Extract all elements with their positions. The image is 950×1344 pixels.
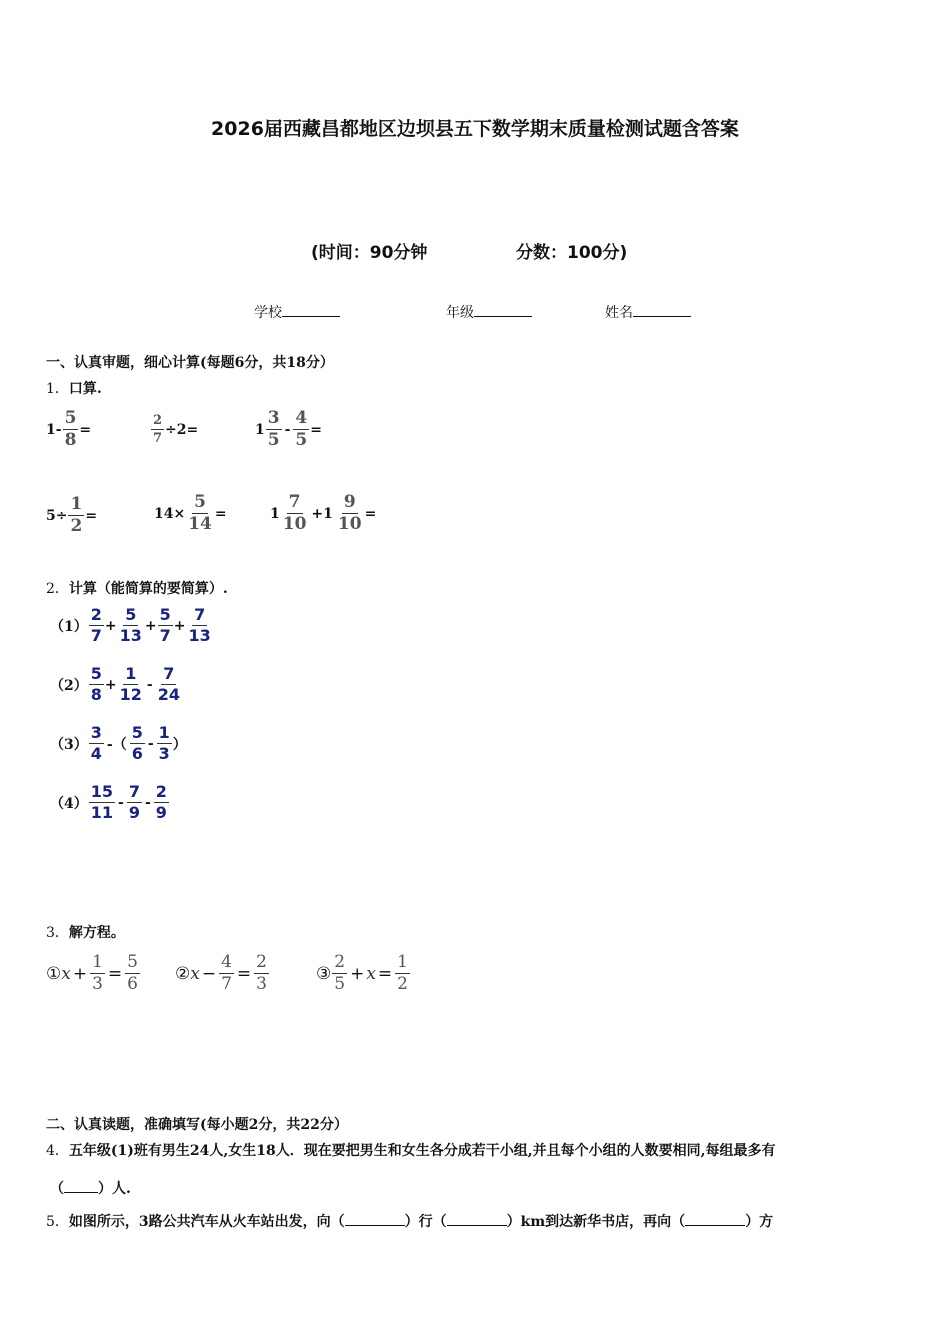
q1-item-3-prefix: 1	[255, 421, 265, 438]
grade-label: 年级	[446, 305, 474, 321]
exam-time: (时间：90分钟	[311, 243, 428, 263]
exam-score: 分数：100分)	[516, 243, 628, 263]
fraction: 3 4	[90, 723, 102, 763]
q1-item-1	[46, 410, 91, 449]
q1-item-6	[270, 494, 376, 533]
q1-item-4-suffix: =	[85, 507, 98, 524]
fraction: $\frac{1}{2}$	[70, 494, 83, 536]
q2-item-2-label: （2）	[50, 677, 88, 694]
fraction: 2 9	[155, 782, 167, 822]
q1-item-4	[46, 496, 97, 535]
q4-text: 五年级(1)班有男生24人,女生18人．现在要把男生和女生各分成若干小组,并且每个小组的人数要相同,每组最多有	[68, 1143, 776, 1159]
fraction: $\frac{1}{3}$	[92, 952, 103, 994]
fraction: 5 8	[90, 664, 102, 704]
fraction: 2 7	[90, 605, 102, 645]
fraction: 7 10	[282, 492, 307, 534]
fraction: $\frac{1}{12}$	[119, 664, 142, 704]
q5-distance-blank[interactable]	[447, 1211, 507, 1226]
q2-item-4-label: （4）	[50, 795, 88, 812]
q3-heading	[46, 922, 125, 942]
q1-item-4-prefix: 5÷	[46, 507, 68, 524]
q1-item-2	[150, 414, 198, 445]
q3-equation-2: ② x − $\frac{4}{7}$ = $\frac{2}{3}$	[175, 952, 267, 994]
q2-item-1-label: （1）	[50, 618, 88, 635]
q2-number: 2．	[46, 581, 69, 597]
fraction: 15 11	[90, 782, 114, 822]
q1-item-5-prefix: 14×	[154, 505, 186, 522]
q1-item-5	[154, 494, 227, 533]
q1-item-1-prefix: 1-	[46, 421, 62, 438]
q4-line-2: （ ）人.	[50, 1178, 131, 1198]
section1-heading: 一、认真审题，细心计算(每题6分，共18分）	[46, 355, 334, 371]
fraction: $\frac{9}{10}$	[337, 492, 362, 534]
q1-item-6-prefix: 1	[270, 505, 280, 522]
q1-item-1-suffix: =	[79, 421, 92, 438]
q5-direction-blank-1[interactable]	[345, 1211, 405, 1226]
document-title: 2026届西藏昌都地区边坝县五下数学期末质量检测试题含答案	[211, 118, 739, 140]
fraction: 1 3	[158, 723, 170, 763]
q1-item-3-op: -	[284, 421, 291, 438]
q1-number: 1．	[46, 381, 69, 397]
q4-answer-blank[interactable]	[64, 1178, 98, 1193]
section2-heading: 二、认真读题，准确填写(每小题2分，共22分）	[46, 1117, 348, 1133]
grade-field	[446, 302, 532, 322]
q1-title: 口算.	[68, 381, 102, 397]
q1-item-5-suffix: =	[214, 505, 227, 522]
school-label: 学校	[254, 305, 282, 321]
fraction: $\frac{2}{7}$	[153, 413, 163, 446]
fraction: 7 9	[128, 782, 140, 822]
q1-item-6-op: +1	[311, 505, 333, 522]
q2-item-3-label: （3）	[50, 736, 88, 753]
name-field	[605, 302, 691, 322]
q3-equation-3: ③ 2 5 + x = $\frac{1}{2}$	[316, 952, 408, 994]
fraction: $\frac{4}{7}$	[221, 952, 232, 994]
q3-title: 解方程。	[68, 925, 125, 941]
q2-item-2: （2） 5 8 + $\frac{1}{12}$ - 7 24	[50, 664, 180, 704]
name-blank[interactable]	[633, 302, 691, 317]
q1-item-2-suffix: ÷2=	[165, 421, 199, 438]
q4-number: 4．	[46, 1143, 69, 1159]
grade-blank[interactable]	[474, 302, 532, 317]
fraction: 5 6	[131, 723, 143, 763]
school-blank[interactable]	[282, 302, 340, 317]
q5-direction-blank-2[interactable]	[685, 1211, 745, 1226]
q5-line-1: 5．如图所示，3路公共汽车从火车站出发，向（ ）行（ ）km到达新华书店，再向（ ）方	[46, 1211, 773, 1231]
name-label: 姓名	[605, 305, 633, 321]
fraction: $\frac{7}{13}$	[188, 605, 211, 645]
fraction: $\frac{2}{3}$	[256, 952, 267, 994]
fraction: $\frac{5}{13}$	[119, 605, 142, 645]
q1-item-6-suffix: =	[364, 505, 377, 522]
q2-item-3: （3） 3 4 -（ 5 6 - 1 3 ）	[50, 723, 187, 763]
fraction: $\frac{5}{14}$	[188, 492, 212, 534]
fraction: 3 5	[267, 408, 280, 450]
q1-heading	[46, 378, 102, 398]
q4-line-1	[46, 1140, 776, 1160]
q2-item-4: （4） 15 11 - 7 9 - 2 9	[50, 782, 167, 822]
fraction: $\frac{5}{7}$	[159, 605, 171, 645]
q1-item-3	[255, 410, 322, 449]
fraction: 7 24	[157, 664, 180, 704]
q1-item-3-suffix: =	[310, 421, 322, 438]
q2-heading	[46, 578, 228, 598]
fraction: $\frac{5}{6}$	[127, 952, 138, 994]
q5-number: 5．	[46, 1214, 69, 1230]
fraction: $\frac{1}{2}$	[397, 952, 408, 994]
q2-title: 计算（能简算的要简算）.	[68, 581, 228, 597]
q2-item-1: （1） 2 7 + $\frac{5}{13}$ + $\frac{5}{7}$ + $\frac{7}{13}$	[50, 605, 211, 645]
fraction: $\frac{5}{8}$	[64, 408, 77, 450]
school-field	[254, 302, 340, 322]
fraction: $\frac{4}{5}$	[295, 408, 308, 450]
q3-number: 3．	[46, 925, 69, 941]
q3-equation-1: ① x + $\frac{1}{3}$ = $\frac{5}{6}$	[46, 952, 138, 994]
fraction: 2 5	[334, 952, 346, 994]
